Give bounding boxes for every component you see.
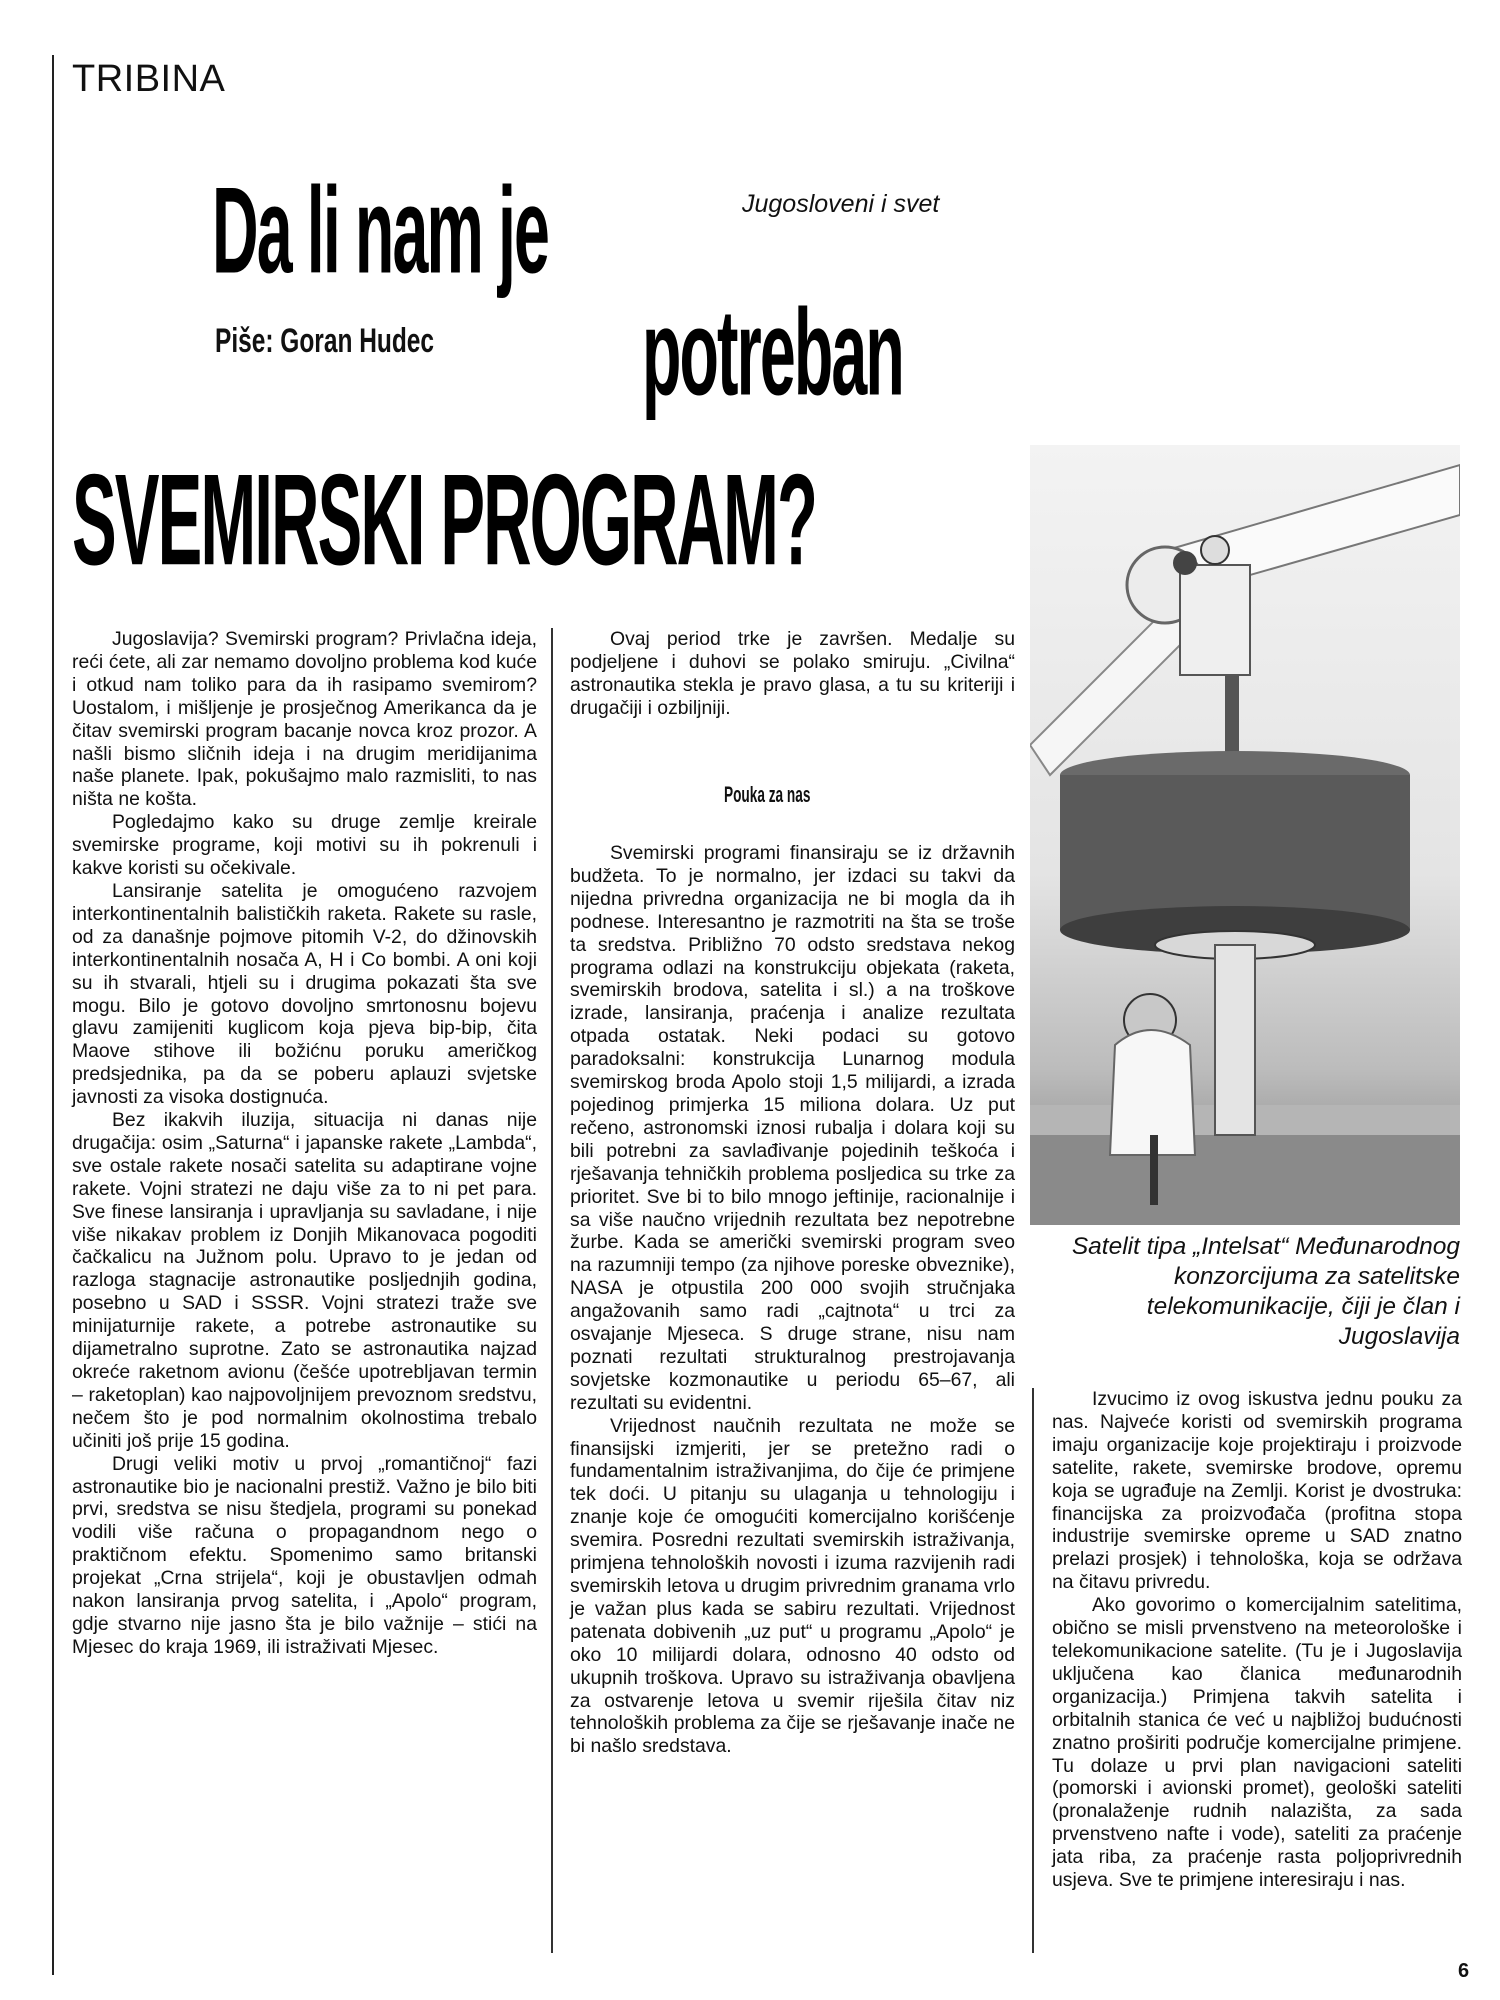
section-label: TRIBINA	[72, 58, 226, 100]
subheading: Pouka za nas	[724, 782, 811, 807]
paragraph: Pogledajmo kako su druge zemlje kreirale svemirske programe, koji motivi su ih pokrenuli i kakve koristi su očekivale.	[72, 811, 537, 880]
satellite-photo	[1030, 445, 1460, 1225]
headline-line-2: potreban	[642, 284, 903, 422]
byline: Piše: Goran Hudec	[215, 322, 435, 360]
page-number: 6	[1458, 1960, 1470, 1982]
photo-caption: Satelit tipa „Intelsat“ Međunarodnog konzorcijuma za satelitske telekomunikacije, čiji je član i Jugoslavija	[1071, 1233, 1460, 1350]
headline-line-3: SVEMIRSKI PROGRAM?	[72, 446, 817, 592]
paragraph: Ovaj period trke je završen. Medalje su podjeljene i duhovi se polako smiruju. „Civilna“ astronautika stekla je pravo glasa, a tu su kriteriji i drugačiji i ozbiljniji.	[570, 628, 1015, 719]
headline-line-1: Da li nam je	[212, 162, 549, 300]
article-column-2-top	[570, 628, 1015, 720]
satellite-illustration	[1030, 445, 1460, 1225]
paragraph: Izvucimo iz ovog iskustva jednu pouku za nas. Najveće koristi od svemirskih programa imaju organizacije koje projektiraju i proizvode satelite, rakete, svemirske brodove, opremu koja se ugrađuje na Zemlji. Korist je dvostruka: financijska za proizvođača (profitna stopa industrije svemirske opreme u SAD znatno prelazi prosjek) i tehnološka, koja se održava na čitavu privredu.	[1052, 1388, 1462, 1594]
paragraph: Lansiranje satelita je omogućeno razvojem interkontinentalnih balističkih raketa. Rakete su rasle, od za današnje pojmove pitomih V-2, do džinovskih interkontinentalnih nosača A, H i Co bombi. A oni koji su ih stvarali, htjeli su i drugima pokazati šta sve mogu. Bilo je gotovo dovoljno smrtonosnu bojevu glavu zamijeniti kuglicom koja pjeva bip-bip, čita Maove stihove ili božićnu poruku američkog predsjednika, pa da se poberu aplauzi svjetske javnosti za visoka dostignuća.	[72, 879, 537, 1109]
column-rule	[1032, 1388, 1034, 1953]
paragraph: Bez ikakvih iluzija, situacija ni danas nije drugačija: osim „Saturna“ i japanske rakete „Lambda“, sve ostale rakete nosači satelita su adaptirane vojne rakete. Vojni stratezi ne daju više za to ni pet para. Sve finese lansiranja i upravljanja su savladane, i nije više nikakav problem iz Donjih Mikanovaca pogoditi čačkalicu na Južnom polu. Upravo to je jedan od razloga stagnacije astronautike posljednjih godina, posebno u SAD i SSSR. Vojni stratezi traže sve minijaturnije rakete, a potrebe astronautike su dijametralno suprotne. Zato se astronautika najzad okreće raketnom avionu (češće upotrebljavan termin – raketoplan) kao najpovoljnijem prevoznom sredstvu, nečem što je pod normalnim okolnostima trebalo učiniti još prije 15 godina.	[72, 1109, 537, 1452]
article-column-1	[72, 628, 537, 1659]
paragraph: Jugoslavija? Svemirski program? Privlačna ideja, reći ćete, ali zar nemamo dovoljno problema kod kuće i otkud nam toliko para da ih rasipamo svemirom? Uostalom, i mišljenje je prosječnog Amerikanca da je čitav svemirski program bacanje novca kroz prozor. A našli bismo sličnih ideja i na drugim meridijanima naše planete. Ipak, pokušajmo malo razmisliti, to nas ništa ne košta.	[72, 628, 537, 811]
paragraph: Ako govorimo o komercijalnim satelitima, obično se misli prvenstveno na meteorološke i telekomunikacione satelite. (Tu je i Jugoslavija uključena kao članica međunarodnih organizacija.) Primjena takvih satelita i orbitalnih stanica će već u najbližoj budućnosti znatno proširiti područje komercijalne primjene. Tu dolaze u prvi plan navigacioni sateliti (pomorski i avionski promet), geološki sateliti (pronalaženje rudnih nalazišta, za sada prvenstveno nafte i vode), sateliti za praćenje jata riba, za praćenje rasta poljoprivrednih usjeva. Sve te primjene interesiraju i nas.	[1052, 1594, 1462, 1892]
column-rule	[551, 628, 553, 1953]
article-column-3	[1052, 1388, 1462, 1892]
article-column-2	[570, 842, 1015, 1758]
kicker: Jugosloveni i svet	[742, 190, 940, 218]
paragraph: Vrijednost naučnih rezultata ne može se finansijski izmjeriti, jer se pretežno radi o fundamentalnim istraživanjima, do čije će primjene tek doći. U pitanju su ulaganja u tehnologiju i znanje koje će omogućiti komercijalno korišćenje svemira. Posredni rezultati svemirskih istraživanja, primjena tehnoloških novosti i izuma razvijenih radi svemirskih letova u drugim privrednim granama vrlo je važan plus kada se sabiru rezultati. Vrijednost patenata dobivenih „uz put“ u programu „Apolo“ je oko 10 milijardi dolara, odnosno 40 odsto od ukupnih troškova. Upravo su istraživanja obavljena za ostvarenje letova u svemir riješila čitav niz tehnoloških problema za čije se rješavanje inače ne bi našlo sredstava.	[570, 1414, 1015, 1758]
paragraph: Svemirski programi finansiraju se iz državnih budžeta. To je normalno, jer izdaci su takvi da nijedna privredna organizacija ne bi mogla da ih podnese. Interesantno je razmotriti na šta se troše ta sredstva. Približno 70 odsto sredstava nekog programa odlazi na konstrukciju objekata (raketa, svemirskih brodova, satelita i sl.) a na troškove izrade, lansiranja, praćenja i analize rezultata otpada ostatak. Neki podaci su gotovo paradoksalni: konstrukcija Lunarnog modula svemirskog broda Apolo stoji 1,5 milijardi, a izrada pojedinog primjerka 15 miliona dolara. Uz put rečeno, astronomski iznosi rubalja i dolara koji su bili potrebni za savlađivanje pojedinih teškoća i rješavanja tehničkih problema posljedica su trke za prioritet. Sve bi to bilo mnogo jeftinije, racionalnije i sa više naučno vrijednih rezultata bez nepotrebne žurbe. Kada se američki svemirski program sveo na razumniji tempo (za njihove poreske obveznike), NASA je otpustila 200 000 svojih stručnjaka angažovanih samo radi „cajtnota“ u trci za osvajanje Mjeseca. S druge strane, nisu nam poznati rezultati strukturalnog prestrojavanja sovjetske kozmonautike u periodu 65–67, ali rezultati su evidentni.	[570, 842, 1015, 1414]
paragraph: Drugi veliki motiv u prvoj „romantičnoj“ fazi astronautike bio je nacionalni prestiž. Važno je bilo biti prvi, sredstva se nisu štedjela, programi su ponekad vodili više računa o propagandnom nego o praktičnom efektu. Spomenimo samo britanski projekat „Crna strijela“, koji je obustavljen odmah nakon lansiranja prvog satelita, i „Apolo“ program, gdje stvarno nije jasno šta je bilo važnije – stići na Mjesec do kraja 1969, ili istraživati Mjesec.	[72, 1452, 537, 1658]
left-margin-rule	[52, 55, 54, 1975]
